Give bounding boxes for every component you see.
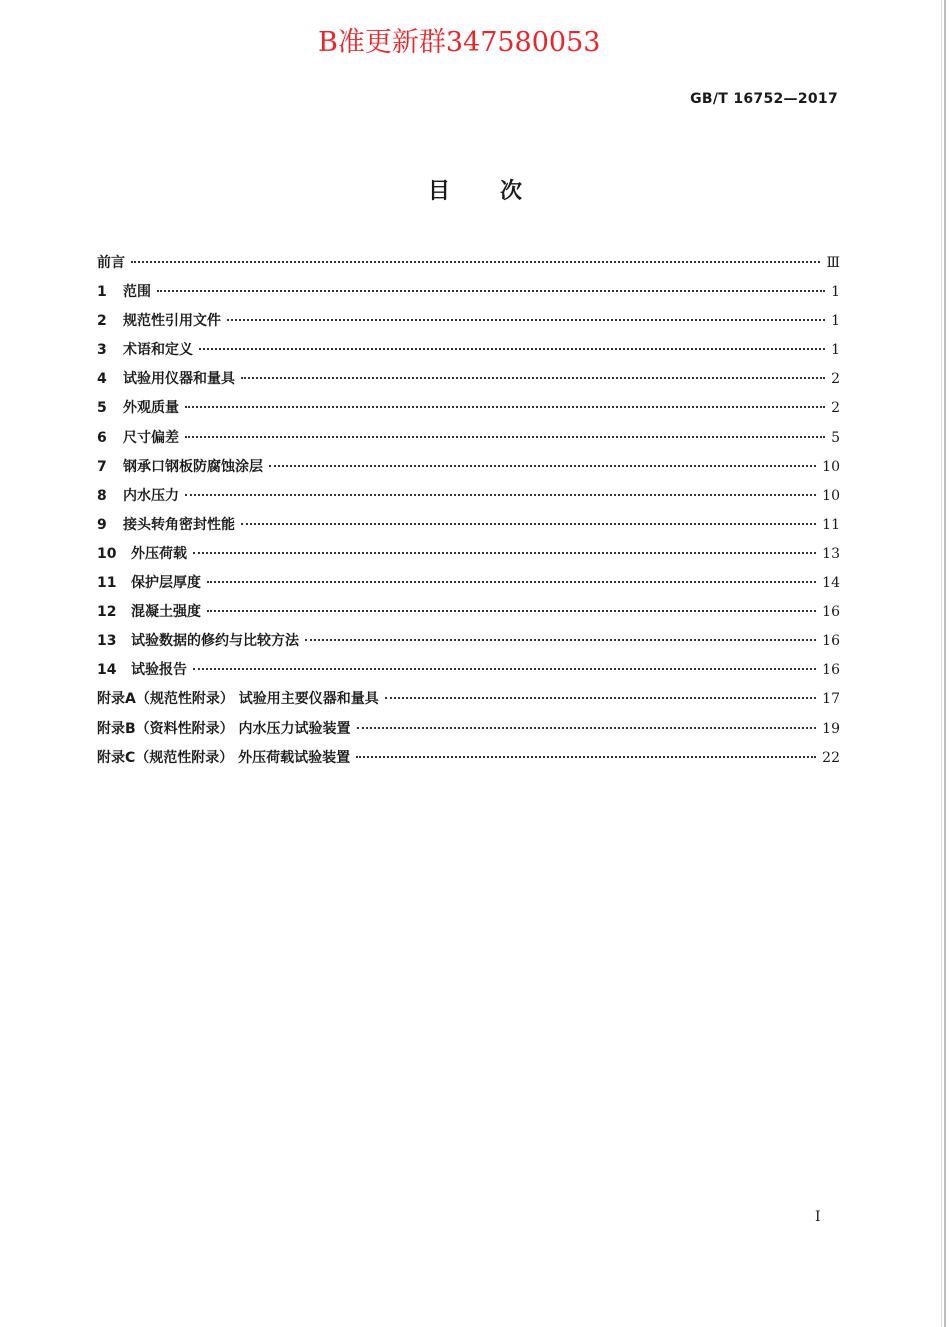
toc-entry-page: 13	[822, 545, 840, 562]
toc-entry-page: 14	[822, 575, 840, 592]
toc-entry-3[interactable]	[97, 336, 840, 365]
toc-entry-6[interactable]	[97, 424, 840, 453]
table-of-contents	[97, 249, 840, 773]
toc-entry-label: 尺寸偏差	[123, 429, 179, 446]
toc-leader-dots	[207, 610, 816, 612]
toc-leader-dots	[185, 436, 825, 438]
toc-entry-number: 1	[97, 284, 107, 301]
toc-leader-dots	[356, 756, 816, 758]
toc-entry-number: 3	[97, 342, 107, 359]
toc-entry-page: 10	[822, 487, 840, 504]
toc-entry-label: 试验数据的修约与比较方法	[131, 633, 299, 650]
toc-entry-number: 4	[97, 371, 107, 388]
page-title	[0, 174, 950, 205]
toc-entry-number: 14	[97, 662, 117, 679]
toc-entry-10[interactable]	[97, 540, 840, 569]
toc-entry-page: 1	[831, 313, 840, 330]
toc-leader-dots	[193, 668, 816, 670]
toc-entry-label: 术语和定义	[123, 342, 193, 359]
toc-entry-label: 附录A（规范性附录） 试验用主要仪器和量具	[97, 691, 379, 708]
toc-entry-9[interactable]	[97, 511, 840, 540]
toc-entry-page: 16	[822, 633, 840, 650]
toc-entry-page: 16	[822, 662, 840, 679]
toc-entry-label: 附录C（规范性附录） 外压荷载试验装置	[97, 749, 351, 766]
toc-entry-number: 7	[97, 458, 107, 475]
toc-entry-number: 10	[97, 545, 117, 562]
toc-leader-dots	[185, 406, 825, 408]
toc-entry-number: 9	[97, 516, 107, 533]
page-number: I	[815, 1209, 821, 1225]
toc-entry-annex-c[interactable]	[97, 744, 840, 773]
toc-entry-label: 前言	[97, 255, 125, 271]
toc-leader-dots	[193, 552, 816, 554]
toc-entry-12[interactable]	[97, 598, 840, 627]
toc-entry-8[interactable]	[97, 482, 840, 511]
toc-entry-page: 19	[822, 720, 840, 737]
toc-leader-dots	[269, 465, 816, 467]
toc-entry-page: 2	[831, 371, 840, 388]
toc-leader-dots	[185, 494, 816, 496]
toc-leader-dots	[199, 348, 825, 350]
toc-entry-label: 试验报告	[131, 662, 187, 679]
toc-entry-page: 17	[822, 691, 840, 708]
toc-entry-number: 12	[97, 604, 117, 621]
toc-entry-11[interactable]	[97, 569, 840, 598]
toc-entry-label: 规范性引用文件	[123, 313, 221, 330]
toc-entry-page: 11	[822, 516, 840, 533]
toc-entry-4[interactable]	[97, 365, 840, 394]
toc-entry-page: 1	[831, 284, 840, 301]
toc-entry-label: 钢承口钢板防腐蚀涂层	[123, 458, 263, 475]
toc-entry-14[interactable]	[97, 656, 840, 685]
toc-entry-number: 8	[97, 487, 107, 504]
toc-entry-label: 附录B（资料性附录） 内水压力试验装置	[97, 720, 351, 737]
toc-leader-dots	[227, 319, 825, 321]
toc-entry-label: 试验用仪器和量具	[123, 371, 235, 388]
page-edge-line	[941, 0, 942, 1327]
toc-entry-label: 混凝土强度	[131, 604, 201, 621]
toc-entry-label: 外压荷载	[131, 545, 187, 562]
toc-entry-page: 10	[822, 458, 840, 475]
toc-entry-page: 16	[822, 604, 840, 621]
toc-entry-13[interactable]	[97, 627, 840, 656]
toc-entry-number: 6	[97, 429, 107, 446]
toc-leader-dots	[385, 697, 816, 699]
toc-entry-page: 2	[831, 400, 840, 417]
toc-entry-page: 5	[831, 429, 840, 446]
toc-leader-dots	[305, 639, 816, 641]
standard-code: GB/T 16752—2017	[690, 91, 838, 107]
toc-entry-label: 内水压力	[123, 487, 179, 504]
watermark-text: B准更新群347580053	[318, 27, 601, 58]
toc-leader-dots	[357, 727, 817, 729]
toc-entry-label: 保护层厚度	[131, 575, 201, 592]
title-char-2: 次	[500, 179, 523, 204]
toc-entry-label: 接头转角密封性能	[123, 516, 235, 533]
toc-entry-7[interactable]	[97, 453, 840, 482]
toc-entry-2[interactable]	[97, 307, 840, 336]
toc-entry-page: 22	[822, 749, 840, 766]
toc-entry-5[interactable]	[97, 394, 840, 423]
toc-entry-number: 5	[97, 400, 107, 417]
toc-entry-number: 2	[97, 313, 107, 330]
title-char-1: 目	[427, 179, 450, 204]
toc-entry-label: 外观质量	[123, 400, 179, 417]
toc-leader-dots	[157, 290, 825, 292]
toc-leader-dots	[241, 377, 825, 379]
toc-entry-number: 11	[97, 575, 117, 592]
toc-entry-annex-b[interactable]	[97, 715, 840, 744]
toc-leader-dots	[207, 581, 816, 583]
toc-entry-label: 范围	[123, 284, 151, 301]
toc-leader-dots	[131, 261, 820, 263]
page-edge-border	[944, 0, 946, 1327]
toc-leader-dots	[241, 523, 816, 525]
toc-entry-page: 1	[831, 342, 840, 359]
toc-entry-annex-a[interactable]	[97, 685, 840, 714]
toc-entry-number: 13	[97, 633, 117, 650]
toc-entry-1[interactable]	[97, 278, 840, 307]
toc-entry-foreword[interactable]	[97, 249, 840, 278]
toc-entry-page: Ⅲ	[826, 255, 840, 271]
